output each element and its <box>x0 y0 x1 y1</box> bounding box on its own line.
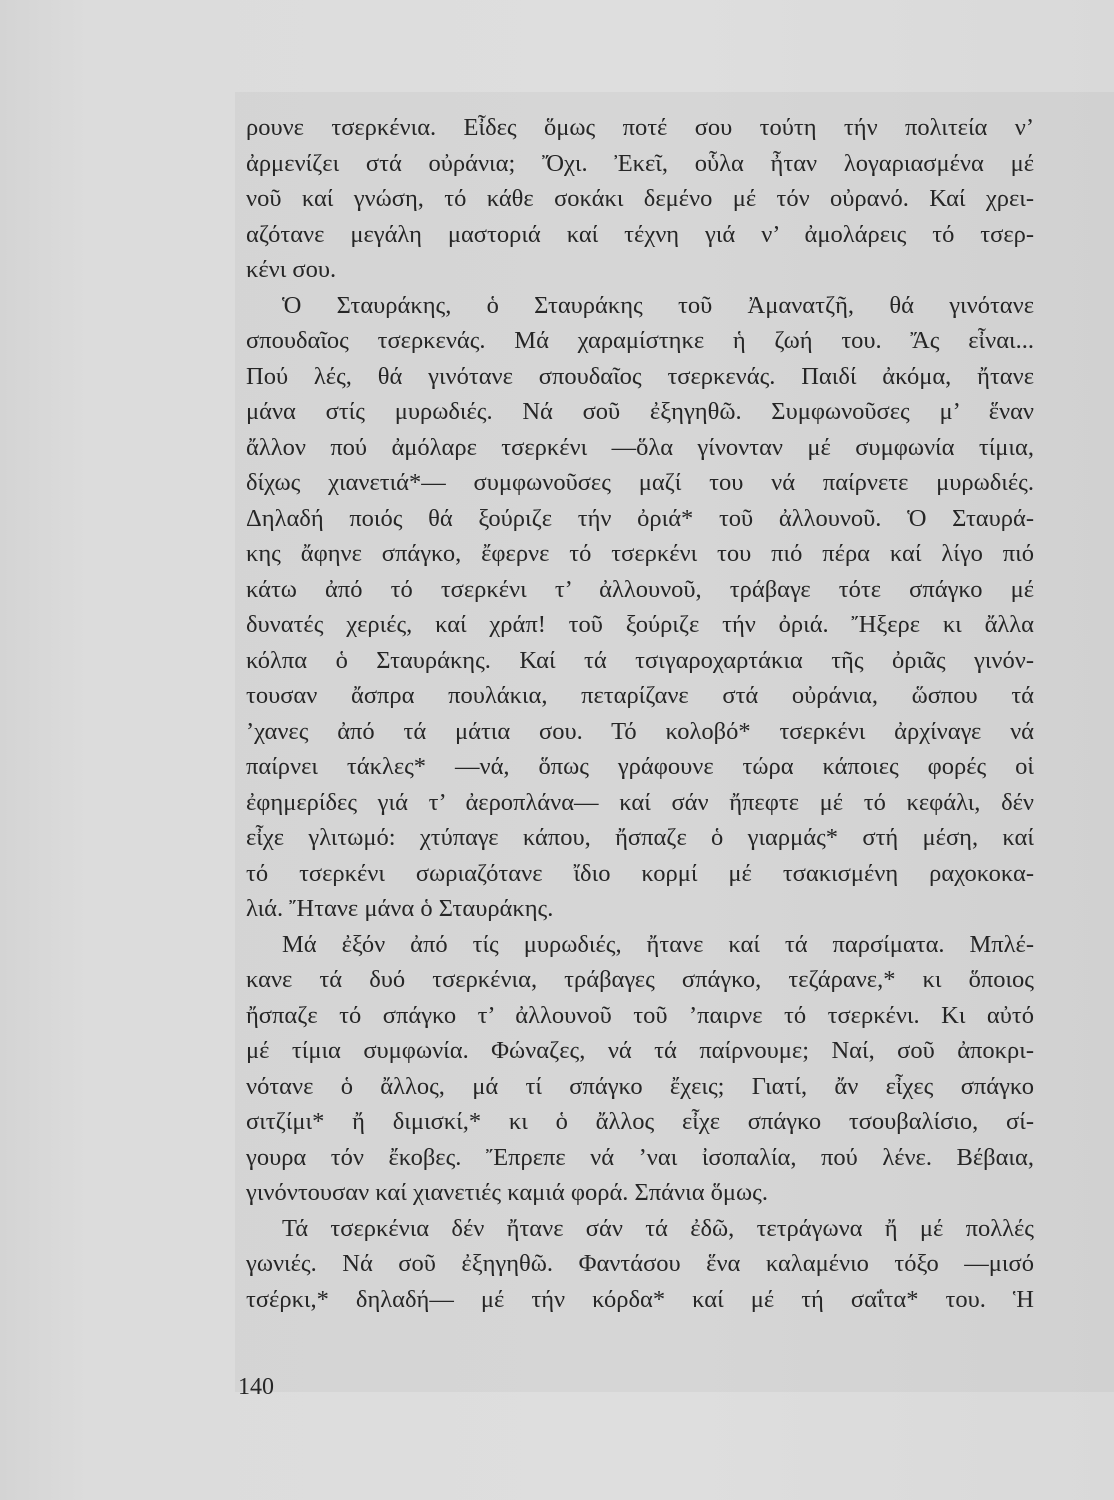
paragraph-2 <box>246 288 1034 927</box>
text-line: Πού λές, θά γινότανε σπουδαῖος τσερκενάς. Παιδί ἀκόμα, ἤτανε <box>246 362 1034 390</box>
text-line: δυνατές χεριές, καί χράπ! τοῦ ξούριζε τήν ὀριά. Ἤξερε κι ἄλλα <box>246 611 1034 638</box>
text-line: σιτζίμι* ἤ διμισκί,* κι ὁ ἄλλος εἶχε σπάγκο τσουβαλίσιο, σί- <box>246 1108 1034 1135</box>
text-line: μέ τίμια συμφωνία. Φώναζες, νά τά παίρνουμε; Ναί, σοῦ ἀποκρι- <box>246 1037 1034 1064</box>
text-line: κόλπα ὁ Σταυράκης. Καί τά τσιγαροχαρτάκια τῆς ὀριᾶς γινόν- <box>246 646 1034 674</box>
text-line: τό τσερκένι σωριαζότανε ἴδιο κορμί μέ τσακισμένη ραχοκοκα- <box>246 859 1034 887</box>
text-line: γωνιές. Νά σοῦ ἐξηγηθῶ. Φαντάσου ἕνα καλαμένιο τόξο —μισό <box>246 1250 1034 1277</box>
text-line: ἄλλον πού ἀμόλαρε τσερκένι —ὅλα γίνονταν μέ συμφωνία τίμια, <box>246 433 1034 461</box>
text-line: Τά τσερκένια δέν ἤτανε σάν τά ἐδῶ, τετράγωνα ἤ μέ πολλές <box>282 1214 1034 1242</box>
text-line: ’χανες ἀπό τά μάτια σου. Τό κολοβό* τσερκένι ἀρχίναγε νά <box>246 717 1034 745</box>
page-number: 140 <box>238 1374 274 1400</box>
text-line: Ὁ Σταυράκης, ὁ Σταυράκης τοῦ Ἀμανατζῆ, θά γινότανε <box>282 291 1034 319</box>
text-line: γουρα τόν ἔκοβες. Ἔπρεπε νά ’ναι ἰσοπαλία, πού λένε. Βέβαια, <box>246 1143 1034 1171</box>
text-line: δίχως χιανετιά*— συμφωνοῦσες μαζί του νά παίρνετε μυρωδιές. <box>246 469 1034 496</box>
text-line: μάνα στίς μυρωδιές. Νά σοῦ ἐξηγηθῶ. Συμφωνοῦσες μ’ ἕναν <box>246 398 1034 425</box>
text-line: παίρνει τάκλες* —νά, ὅπως γράφουνε τώρα κάποιες φορές οἱ <box>246 753 1034 780</box>
text-line: κης ἄφηνε σπάγκο, ἔφερνε τό τσερκένι του πιό πέρα καί λίγο πιό <box>246 540 1034 567</box>
text-line: ρουνε τσερκένια. Εἶδες ὅμως ποτέ σου τούτη τήν πολιτεία ν’ <box>246 114 1034 141</box>
body-text <box>246 110 1034 1317</box>
text-line: νοῦ καί γνώση, τό κάθε σοκάκι δεμένο μέ τόν οὐρανό. Καί χρει- <box>246 185 1034 212</box>
text-line: νότανε ὁ ἄλλος, μά τί σπάγκο ἔχεις; Γιατί, ἄν εἶχες σπάγκο <box>246 1072 1034 1100</box>
text-line: Μά ἐξόν ἀπό τίς μυρωδιές, ἤτανε καί τά παρσίματα. Μπλέ- <box>282 930 1034 958</box>
text-line: ἤσπαζε τό σπάγκο τ’ ἀλλουνοῦ τοῦ ’παιρνε τό τσερκένι. Κι αὐτό <box>246 1001 1034 1029</box>
text-line: γινόντουσαν καί χιανετιές καμιά φορά. Σπάνια ὅμως. <box>246 1179 768 1206</box>
text-line: λιά. Ἤτανε μάνα ὁ Σταυράκης. <box>246 895 554 922</box>
text-line: κένι σου. <box>246 256 337 283</box>
paragraph-1 <box>246 110 1034 288</box>
text-line: κανε τά δυό τσερκένια, τράβαγες σπάγκο, τεζάρανε,* κι ὅποιος <box>246 966 1034 993</box>
paragraph-4 <box>246 1211 1034 1318</box>
text-line: κάτω ἀπό τό τσερκένι τ’ ἀλλουνοῦ, τράβαγε τότε σπάγκο μέ <box>246 575 1034 603</box>
text-line: Δηλαδή ποιός θά ξούριζε τήν ὀριά* τοῦ ἀλλουνοῦ. Ὁ Σταυρά- <box>246 504 1034 532</box>
text-line: εἶχε γλιτωμό: χτύπαγε κάπου, ἤσπαζε ὁ γιαρμάς* στή μέση, καί <box>246 824 1034 851</box>
paragraph-3 <box>246 927 1034 1211</box>
text-line: ἐφημερίδες γιά τ’ ἀεροπλάνα— καί σάν ἤπεφτε μέ τό κεφάλι, δέν <box>246 788 1034 816</box>
text-line: ἀρμενίζει στά οὐράνια; Ὄχι. Ἐκεῖ, οὗλα ἦταν λογαριασμένα μέ <box>246 149 1034 177</box>
text-line: τουσαν ἄσπρα πουλάκια, πεταρίζανε στά οὐράνια, ὥσπου τά <box>246 682 1034 709</box>
text-line: τσέρκι,* δηλαδή— μέ τήν κόρδα* καί μέ τή σαΐτα* του. Ἡ <box>246 1285 1034 1313</box>
text-line: σπουδαῖος τσερκενάς. Μά χαραμίστηκε ἡ ζωή του. Ἄς εἶναι... <box>246 327 1034 354</box>
text-line: αζότανε μεγάλη μαστοριά καί τέχνη γιά ν’ ἀμολάρεις τό τσερ- <box>246 220 1034 248</box>
